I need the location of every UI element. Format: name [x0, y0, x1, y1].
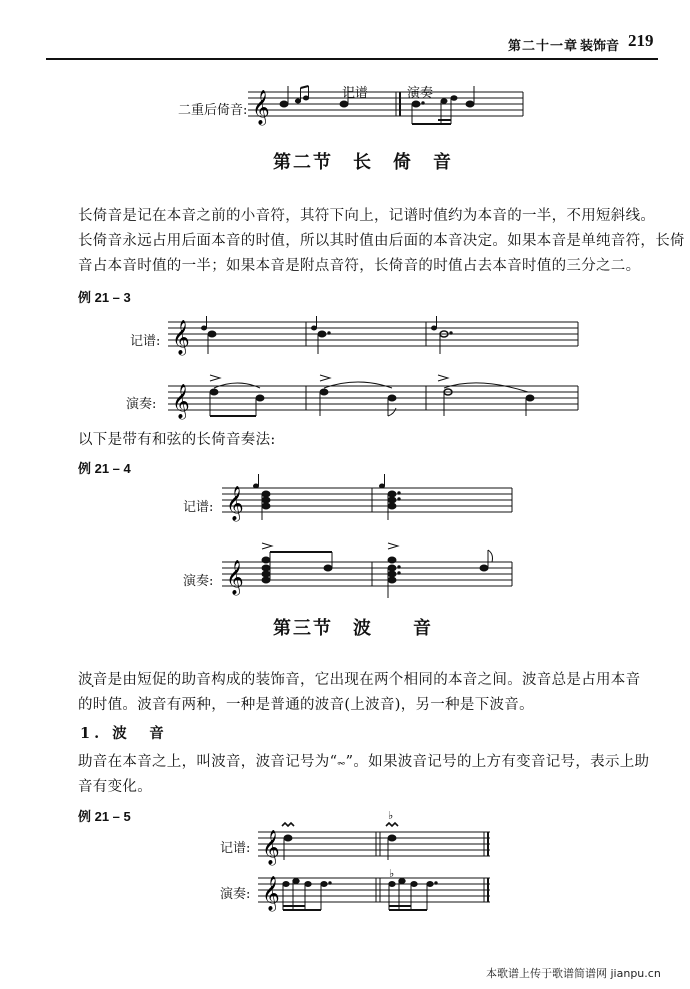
section-3-paragraph-line-1-rest: 是由短促的助音构成的装饰音，它出现在两个相同的本音之间。波音总是占用本音: [107, 672, 641, 688]
top-performance-label: 演奏: [407, 86, 434, 101]
example-21-3-performance-staff: [168, 372, 588, 422]
example-21-4-notation-staff: [222, 478, 522, 524]
section-2-paragraph-line-3: 音占本音时值的一半；如果本音是附点音符，长倚音的时值占去本音时值的三分之二。: [78, 258, 641, 274]
flat-sign-icon: ♭: [389, 867, 395, 880]
chord-intro-text: 以下是带有和弦的长倚音奏法:: [78, 432, 276, 448]
treble-clef-icon: 𝄞: [226, 486, 244, 521]
section-2-title: 第二节 长 倚 音: [273, 152, 453, 173]
treble-clef-icon: 𝄞: [172, 384, 190, 419]
treble-clef-icon: 𝄞: [252, 90, 270, 125]
example-21-5-performance-label: 演奏:: [220, 887, 251, 902]
flat-sign-icon: ♭: [388, 809, 394, 822]
example-21-4-performance-label: 演奏:: [183, 574, 214, 589]
example-21-4-performance-staff: [222, 540, 522, 606]
running-header-chapter: 第二十一章: [508, 39, 579, 54]
definition-line-2: 音有变化。: [78, 779, 152, 795]
treble-clef-icon: 𝄞: [262, 876, 280, 911]
treble-clef-icon: 𝄞: [172, 320, 190, 355]
example-21-3-label: 例 21 – 3: [78, 290, 131, 305]
mordent-icon: [282, 823, 294, 826]
example-21-5-notation-staff: [258, 809, 498, 865]
emphasized-term: 波音: [78, 672, 108, 688]
section-2-paragraph-line-2: 长倚音永远占用后面本音的时值，所以其时值由后面的本音决定。如果本音是单纯音符，长倚: [78, 233, 685, 249]
subsection-number: 1.: [80, 725, 104, 742]
example-21-3-notation-staff: [168, 312, 588, 358]
double-after-grace-staff: [248, 86, 528, 130]
top-notation-label: 记谱: [342, 86, 369, 101]
example-21-4-label: 例 21 – 4: [78, 461, 131, 476]
example-21-5-performance-staff: [258, 868, 498, 916]
section-3-title: 第三节 波 音: [273, 618, 433, 639]
example-21-4-notation-label: 记谱:: [183, 500, 214, 515]
section-3-paragraph-line-2: 的时值。波音有两种，一种是普通的波音(上波音)，另一种是下波音。: [78, 697, 534, 713]
header-rule: [46, 58, 658, 60]
site-watermark: 本歌谱上传于歌谱简谱网 jianpu.cn: [486, 967, 661, 980]
running-header-section: 装饰音: [580, 39, 620, 54]
double-appoggiatura-label: 二重后倚音:: [178, 103, 248, 118]
example-21-3-notation-label: 记谱:: [130, 334, 161, 349]
page-number: 219: [628, 31, 654, 50]
example-21-3-performance-label: 演奏:: [126, 397, 157, 412]
section-3-paragraph-line-1: [78, 668, 640, 692]
treble-clef-icon: 𝄞: [262, 830, 280, 865]
mordent-icon: [386, 823, 398, 826]
example-21-5-label: 例 21 – 5: [78, 809, 131, 824]
subsection-title: 波 音: [112, 725, 168, 742]
treble-clef-icon: 𝄞: [226, 560, 244, 595]
definition-line-1: 助音在本音之上，叫波音，波音记号为“𝆗”。如果波音记号的上方有变音记号，表示上助: [78, 754, 650, 770]
subsection-heading: [80, 722, 168, 743]
example-21-5-notation-label: 记谱:: [220, 841, 251, 856]
section-2-paragraph-line-1: 长倚音是记在本音之前的小音符，其符下向上，记谱时值约为本音的一半，不用短斜线。: [78, 208, 656, 224]
